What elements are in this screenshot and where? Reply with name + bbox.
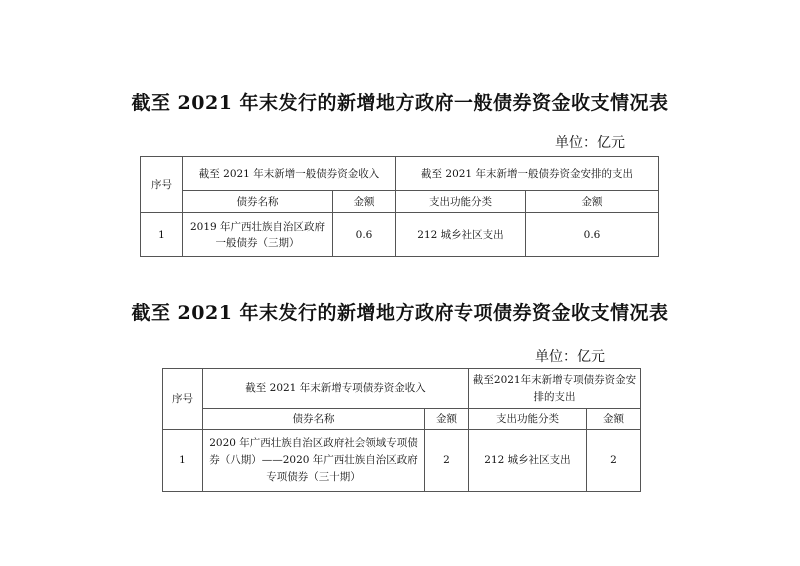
amount2-header: 金额: [526, 191, 659, 213]
row-amount2: 2: [587, 430, 641, 492]
amount2-header: 金额: [587, 409, 641, 430]
table-header-row: [141, 157, 659, 191]
row-seq: 1: [141, 213, 183, 257]
row-amount: 0.6: [333, 213, 396, 257]
income-group-header: 截至 2021 年末新增一般债券资金收入: [183, 157, 396, 191]
special-bond-table-title: 截至 2021 年末发行的新增地方政府专项债券资金收支情况表: [131, 302, 669, 324]
table-subheader-row: [163, 409, 641, 430]
table-row: [163, 430, 641, 492]
row-seq: 1: [163, 430, 203, 492]
table-row: [141, 213, 659, 257]
income-group-header: 截至 2021 年末新增专项债券资金收入: [203, 369, 469, 409]
general-bond-unit-label: 单位：亿元: [555, 135, 625, 151]
amount-header: 金额: [425, 409, 469, 430]
bond-name-header: 债券名称: [203, 409, 425, 430]
special-bond-unit-label: 单位：亿元: [535, 349, 605, 365]
row-bond-name: 2020 年广西壮族自治区政府社会领域专项债券（八期）——2020 年广西壮族自治区政府专项债券（三十期）: [203, 430, 425, 492]
table-subheader-row: [141, 191, 659, 213]
table-header-row: [163, 369, 641, 409]
row-bond-name: 2019 年广西壮族自治区政府一般债券（三期）: [183, 213, 333, 257]
row-category: 212 城乡社区支出: [396, 213, 526, 257]
seq-header: 序号: [141, 157, 183, 213]
special-bond-table: [162, 368, 641, 492]
expense-group-header: 截至2021年末新增专项债券资金安排的支出: [469, 369, 641, 409]
seq-header: 序号: [163, 369, 203, 430]
row-amount: 2: [425, 430, 469, 492]
general-bond-table: [140, 156, 659, 257]
category-header: 支出功能分类: [469, 409, 587, 430]
row-category: 212 城乡社区支出: [469, 430, 587, 492]
amount-header: 金额: [333, 191, 396, 213]
bond-name-header: 债券名称: [183, 191, 333, 213]
category-header: 支出功能分类: [396, 191, 526, 213]
row-amount2: 0.6: [526, 213, 659, 257]
expense-group-header: 截至 2021 年末新增一般债券资金安排的支出: [396, 157, 659, 191]
general-bond-table-title: 截至 2021 年末发行的新增地方政府一般债券资金收支情况表: [131, 92, 669, 114]
